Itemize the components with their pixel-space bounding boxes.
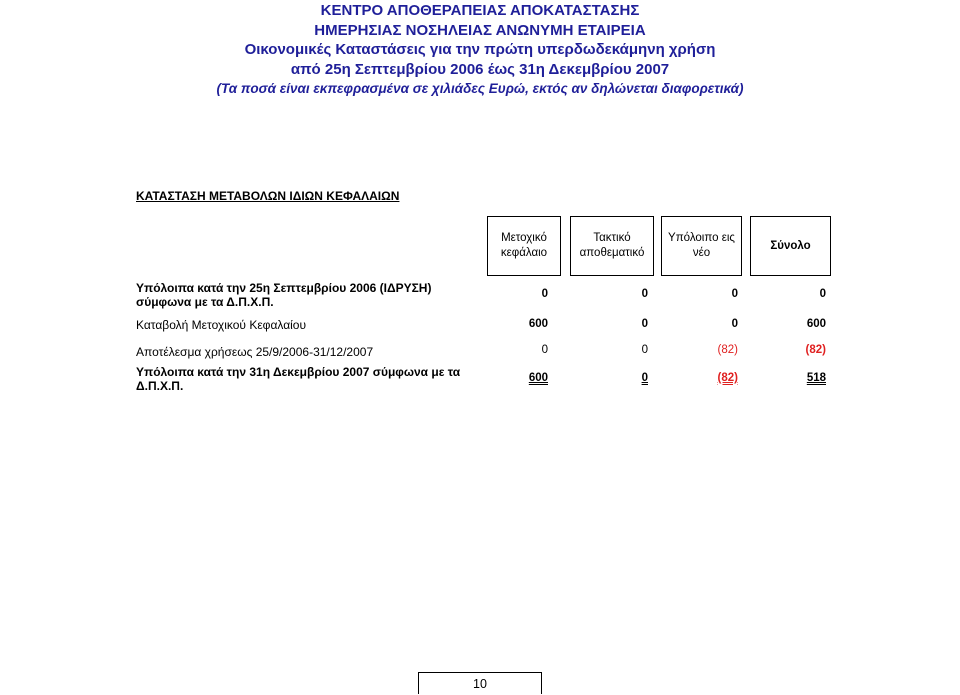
cell-closing-balance-new: (82) (717, 372, 738, 384)
row-label-capital-payment: Καταβολή Μετοχικού Κεφαλαίου (136, 318, 307, 332)
column-header-text: νέο (692, 247, 711, 259)
cell-result-ordinary-reserve: 0 (641, 344, 648, 356)
row-label-opening-balance (136, 281, 431, 309)
cell-opening-total: 0 (819, 288, 826, 300)
row-label-period-result: Αποτέλεσμα χρήσεως 25/9/2006-31/12/2007 (136, 345, 374, 359)
cell-closing-ordinary-reserve: 0 (641, 372, 648, 384)
cell-result-share-capital: 0 (541, 344, 548, 356)
cell-result-total: (82) (805, 344, 826, 356)
report-title: Οικονομικές Καταστάσεις για την πρώτη υπερδωδεκάμηνη χρήση (244, 41, 716, 58)
cell-payment-total: 600 (806, 318, 826, 330)
document-header (0, 1, 960, 98)
cell-result-balance-new: (82) (717, 344, 738, 356)
row-label-text: σύμφωνα με τα Δ.Π.Χ.Π. (136, 295, 274, 309)
cell-opening-balance-new: 0 (731, 288, 738, 300)
column-header-text: Τακτικό (593, 232, 631, 244)
currency-note: (Τα ποσά είναι εκπεφρασμένα σε χιλιάδες Ευρώ, εκτός αν δηλώνεται διαφορετικά) (216, 81, 744, 96)
column-header-total (750, 216, 831, 276)
cell-opening-ordinary-reserve: 0 (641, 288, 648, 300)
row-label-text: Υπόλοιπα κατά την 25η Σεπτεμβρίου 2006 (ΙΔΡΥΣΗ) (136, 281, 432, 295)
row-label-text: Υπόλοιπα κατά την 31η Δεκεμβρίου 2007 σύμφωνα με τα (136, 365, 461, 379)
column-header-balance-new (661, 216, 742, 276)
cell-payment-share-capital: 600 (528, 318, 548, 330)
cell-opening-share-capital: 0 (541, 288, 548, 300)
company-name-line1: ΚΕΝΤΡΟ ΑΠΟΘΕΡΑΠΕΙΑΣ ΑΠΟΚΑΤΑΣΤΑΣΗΣ (320, 2, 640, 19)
column-header-share-capital (487, 216, 561, 276)
cell-payment-balance-new: 0 (731, 318, 738, 330)
section-title: ΚΑΤΑΣΤΑΣΗ ΜΕΤΑΒΟΛΩΝ ΙΔΙΩΝ ΚΕΦΑΛΑΙΩΝ (136, 189, 400, 203)
report-period: από 25η Σεπτεμβρίου 2006 έως 31η Δεκεμβρίου 2007 (290, 60, 670, 78)
column-header-text: κεφάλαιο (500, 247, 548, 259)
row-label-text: Δ.Π.Χ.Π. (136, 379, 184, 393)
row-label-closing-balance (136, 365, 460, 393)
company-name-line2: ΗΜΕΡΗΣΙΑΣ ΝΟΣΗΛΕΙΑΣ ΑΝΩΝΥΜΗ ΕΤΑΙΡΕΙΑ (314, 21, 646, 39)
cell-closing-total: 518 (806, 372, 826, 384)
cell-closing-share-capital: 600 (528, 372, 548, 384)
column-header-text: αποθεματικό (579, 247, 645, 259)
cell-payment-ordinary-reserve: 0 (641, 318, 648, 330)
column-header-text: Υπόλοιπο εις (668, 232, 735, 244)
page-number: 10 (418, 672, 542, 694)
column-header-text: Σύνολο (770, 239, 811, 252)
column-header-ordinary-reserve (570, 216, 654, 276)
column-header-text: Μετοχικό (501, 232, 547, 244)
